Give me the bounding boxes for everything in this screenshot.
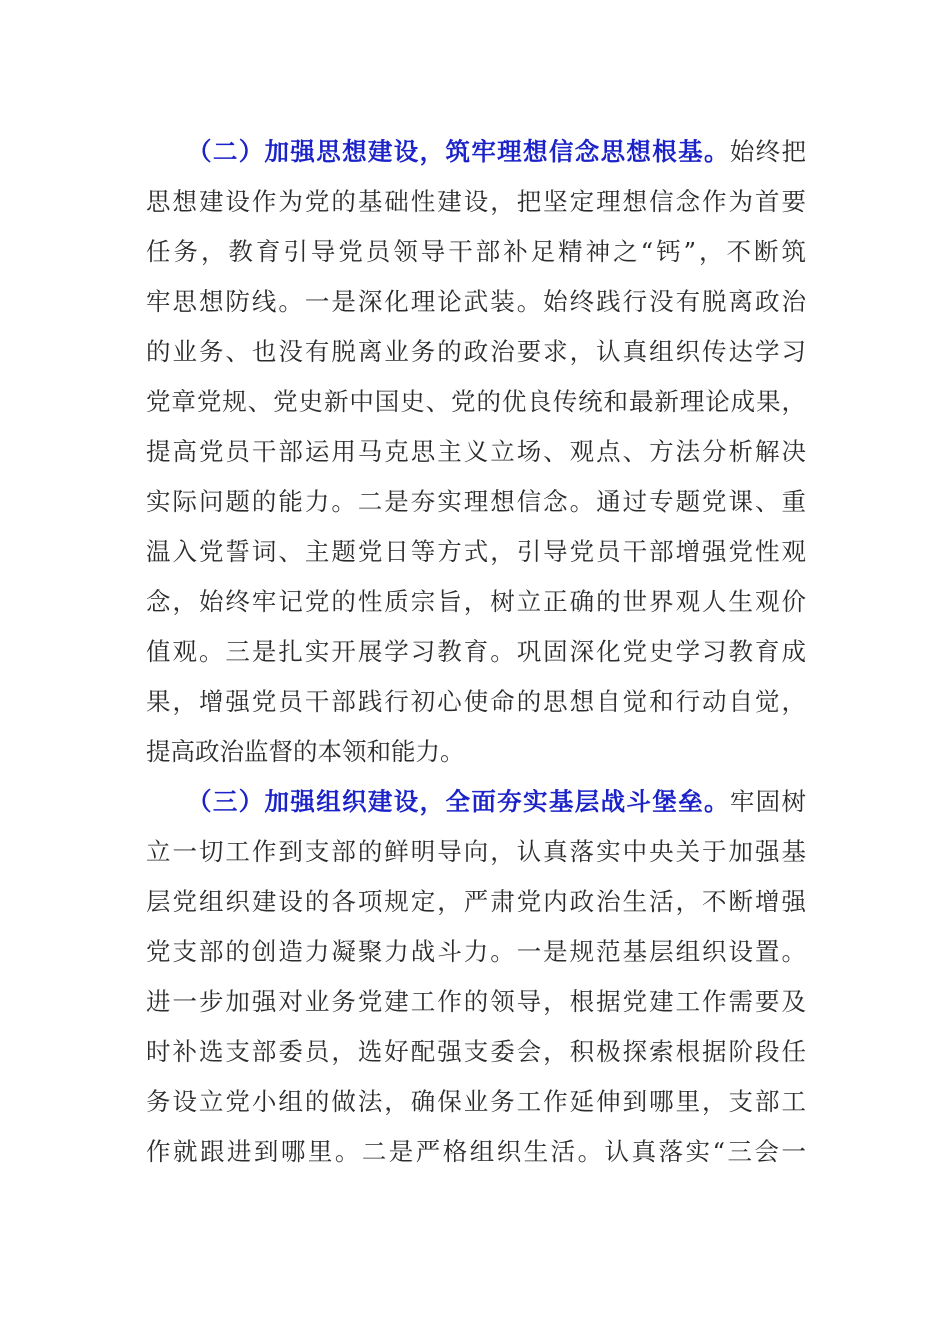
paragraph-line: 立一切工作到支部的鲜明导向，认真落实中央关于加强基 [146,837,806,866]
section-2-heading: （二）加强思想建设，筑牢理想信念思想根基。 [187,137,730,166]
paragraph-line: 思想建设作为党的基础性建设，把坚定理想信念作为首要 [146,187,806,216]
paragraph-text: 牢固树 [729,787,807,816]
paragraph-line: 念，始终牢记党的性质宗旨，树立正确的世界观人生观价 [146,587,806,616]
paragraph-line: 作就跟进到哪里。二是严格组织生活。认真落实“三会一 [146,1137,806,1166]
section-2-paragraph [146,127,806,777]
paragraph-line: 党章党规、党史新中国史、党的优良传统和最新理论成果， [146,387,806,416]
paragraph-line: 牢思想防线。一是深化理论武装。始终践行没有脱离政治 [146,287,806,316]
paragraph-line: 时补选支部委员，选好配强支委会，积极探索根据阶段任 [146,1037,806,1066]
paragraph-line: 层党组织建设的各项规定，严肃党内政治生活，不断增强 [146,887,806,916]
paragraph-line: 务设立党小组的做法，确保业务工作延伸到哪里，支部工 [146,1087,806,1116]
paragraph-line [146,777,806,827]
paragraph-line: 果，增强党员干部践行初心使命的思想自觉和行动自觉， [146,687,806,716]
paragraph-line: 的业务、也没有脱离业务的政治要求，认真组织传达学习 [146,337,806,366]
paragraph-line: 进一步加强对业务党建工作的领导，根据党建工作需要及 [146,987,806,1016]
paragraph-line: 值观。三是扎实开展学习教育。巩固深化党史学习教育成 [146,637,806,666]
paragraph-line: 任务，教育引导党员领导干部补足精神之“钙”，不断筑 [146,237,806,266]
paragraph-line: 提高党员干部运用马克思主义立场、观点、方法分析解决 [146,437,806,466]
paragraph-line: 实际问题的能力。二是夯实理想信念。通过专题党课、重 [146,487,806,516]
paragraph-text: 始终把 [729,137,807,166]
section-3-paragraph [146,777,806,1177]
paragraph-line [146,127,806,177]
section-3-heading: （三）加强组织建设，全面夯实基层战斗堡垒。 [187,787,730,816]
paragraph-line: 提高政治监督的本领和能力。 [146,737,465,766]
paragraph-line: 党支部的创造力凝聚力战斗力。一是规范基层组织设置。 [146,937,806,966]
paragraph-line: 温入党誓词、主题党日等方式，引导党员干部增强党性观 [146,537,806,566]
